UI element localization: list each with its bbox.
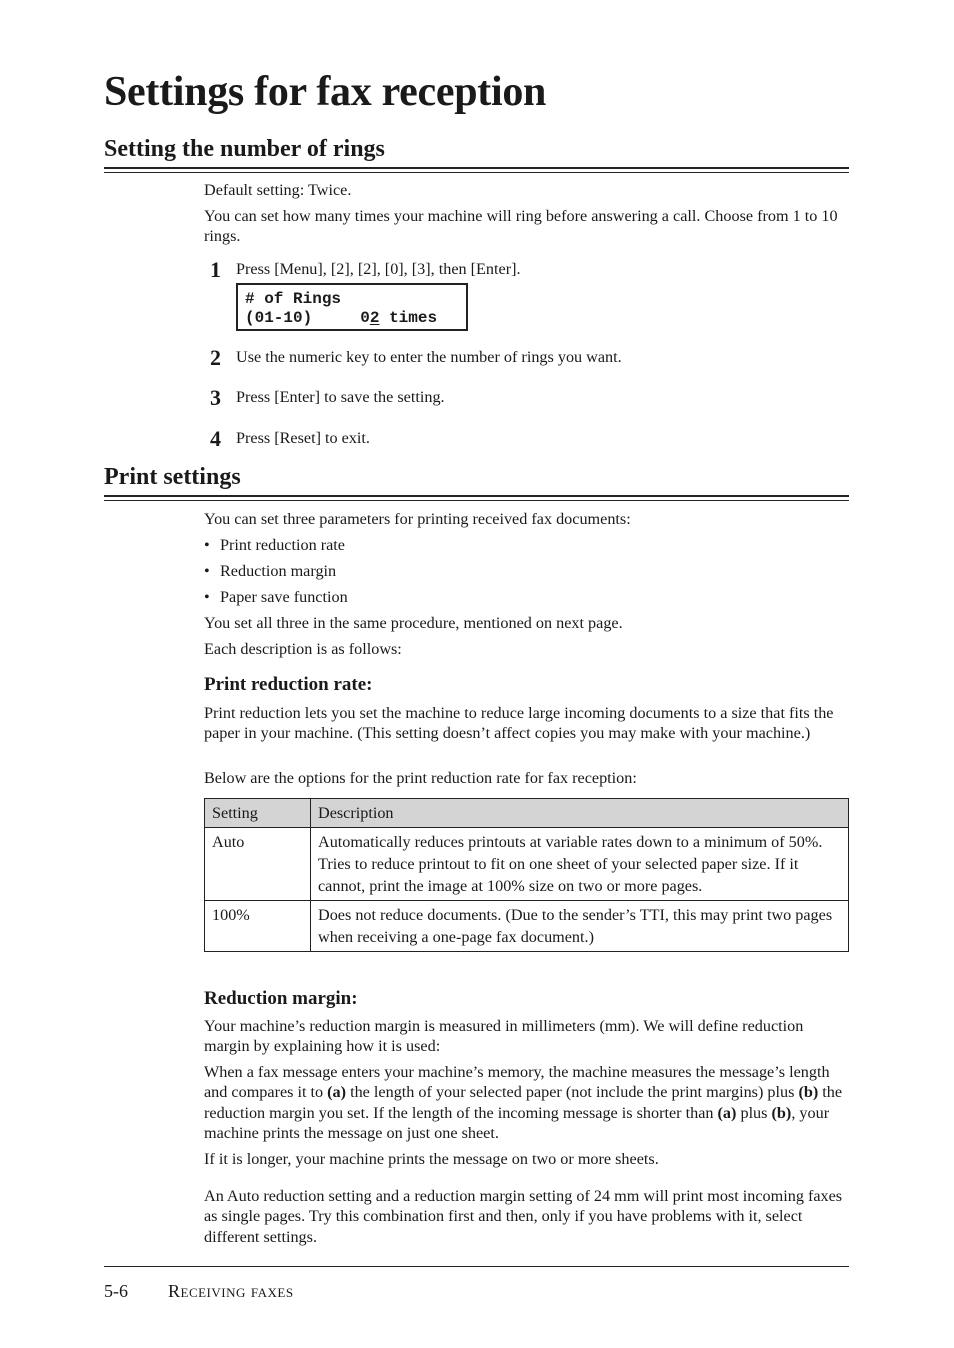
rings-intro: You can set how many times your machine will ring before answering a call. Choose from 1 to 10 rings. [204,207,838,246]
lcd-range: (01-10) [245,309,313,327]
step-number: 3 [210,385,221,410]
reduction-rate-para: Print reduction lets you set the machine to reduce large incoming documents to a size that fits the paper in your machine. (This setting doesn’t affect copies you may make with your machine.) [204,704,834,743]
reduction-rate-table [204,798,849,952]
print-note: You set all three in the same procedure, mentioned on next page. [204,614,623,632]
lcd-value-prefix: 0 [360,309,370,327]
lcd-line-1: # of Rings [245,290,342,308]
page-title: Settings for fax reception [104,69,547,115]
table-row [205,901,849,952]
reduction-rate-para: Below are the options for the print reduction rate for fax reception: [204,769,637,787]
table-header: Description [311,799,849,828]
table-row [205,828,849,901]
table-cell: Auto [205,828,311,901]
lcd-line-2 [245,309,466,328]
list-item: • Reduction margin [204,562,337,580]
section-heading-rings: Setting the number of rings [104,136,385,162]
reduction-margin-para: When a fax message enters your machine’s memory, the machine measures the message’s length and compares it to (a) the length of your selected paper (not include the print margins) plus (b) the reduction margin you set. If the length of the incoming message is shorter than (a) plus (b), your machine prints the message on just one sheet. [204,1063,843,1142]
section-rule [104,495,849,501]
table-header-row [205,799,849,828]
reduction-margin-para: Your machine’s reduction margin is measured in millimeters (mm). We will define reduction margin by explaining how it is used: [204,1017,804,1056]
default-setting-text: Default setting: Twice. [204,181,352,199]
section-rule [104,167,849,173]
subheading-reduction-rate: Print reduction rate: [204,674,373,695]
lcd-display [236,283,468,331]
step-number: 1 [210,257,221,282]
step-number: 4 [210,426,221,451]
print-note: Each description is as follows: [204,640,402,658]
subheading-reduction-margin: Reduction margin: [204,988,358,1009]
footer-rule [104,1266,849,1267]
reduction-margin-para: If it is longer, your machine prints the message on two or more sheets. [204,1150,659,1168]
chapter-title: Receiving faxes [168,1281,294,1301]
table-cell: Automatically reduces printouts at variable rates down to a minimum of 50%. Tries to reduce printout to fit on one sheet of your selected paper size. If it cannot, print the image at 100% size on two or more pages. [311,828,849,901]
list-item: • Print reduction rate [204,536,345,554]
reduction-margin-para: An Auto reduction setting and a reduction margin setting of 24 mm will print most incoming faxes as single pages. Try this combination first and then, only if you have problems with it, select different settings. [204,1187,843,1246]
step-number: 2 [210,345,221,370]
table-header: Setting [205,799,311,828]
step-text: Press [Reset] to exit. [236,429,370,447]
page-footer [104,1280,294,1302]
section-heading-print: Print settings [104,464,241,490]
table-cell: 100% [205,901,311,952]
step-text: Press [Enter] to save the setting. [236,388,445,406]
step-text: Press [Menu], [2], [2], [0], [3], then [Enter]. [236,260,521,278]
page-number: 5-6 [104,1281,128,1301]
lcd-unit: times [389,309,438,327]
lcd-cursor-digit: 2 [369,309,380,327]
print-intro: You can set three parameters for printing received fax documents: [204,510,631,528]
list-item: • Paper save function [204,588,348,606]
step-text: Use the numeric key to enter the number of rings you want. [236,348,622,366]
table-cell: Does not reduce documents. (Due to the sender’s TTI, this may print two pages when receiving a one-page fax document.) [311,901,849,952]
